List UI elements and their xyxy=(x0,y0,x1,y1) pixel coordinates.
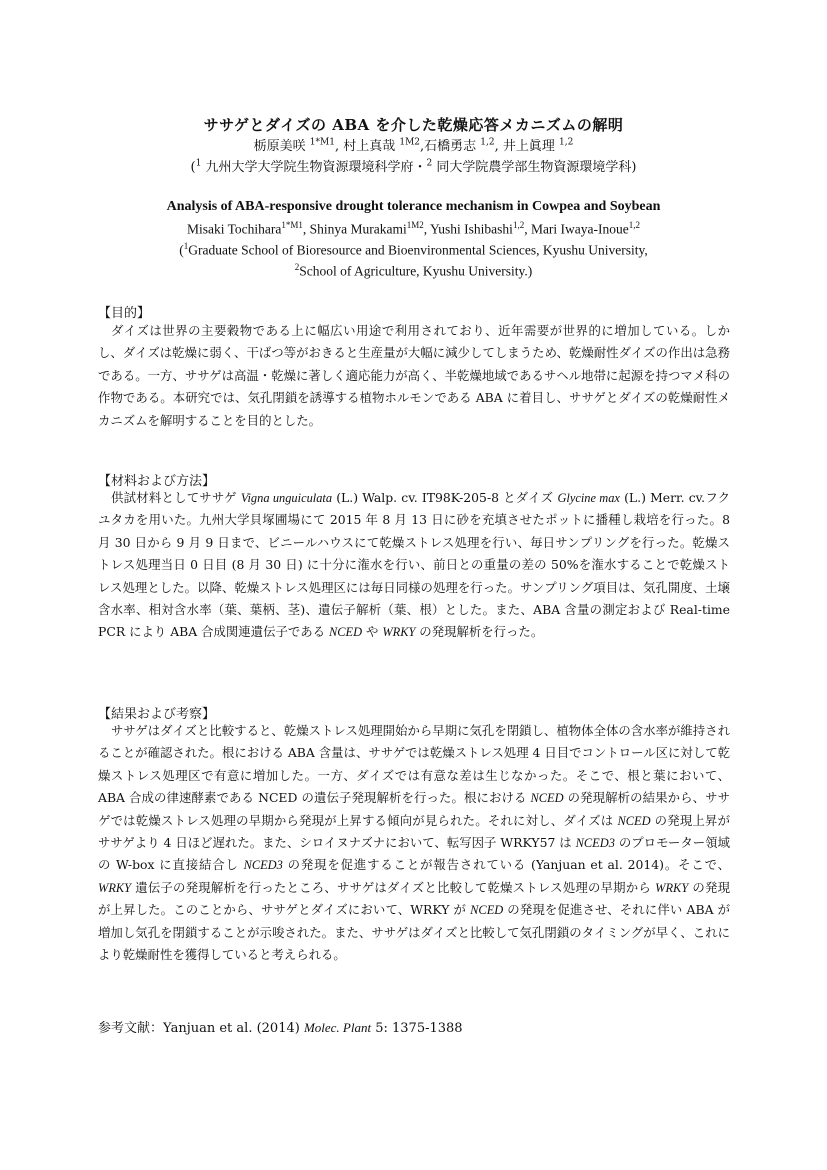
author-superscript: 1,2 xyxy=(559,137,574,148)
affil-text: ( xyxy=(190,160,196,175)
japanese-authors xyxy=(0,135,827,154)
results-paragraph xyxy=(98,720,730,966)
author-text: ,石橋勇志 xyxy=(420,139,481,154)
section-heading-methods: 【材料および方法】 xyxy=(98,474,216,489)
gene-name: WRKY xyxy=(98,880,132,895)
author-superscript: 1*M1 xyxy=(281,220,303,230)
affil-text: 九州大学大学院生物資源環境科学府・ xyxy=(201,160,427,175)
results-text: の発現が上昇した。このことから、ササゲとダイズにおいて、WRKY が xyxy=(98,879,730,918)
methods-paragraph xyxy=(98,487,730,644)
results-text: の発現を促進させ、それに伴い ABA が増加し気孔を閉鎖することが示唆された。また、ササゲはダイズと比較して気孔閉鎖のタイミングが早く、これにより乾燥耐性を獲得していると考えられる。 xyxy=(98,902,730,963)
results-text: のプロモーター領域の W-box に直接結合し xyxy=(98,835,730,873)
results-text: の発現上昇がササゲより 4 日ほど遅れた。また、シロイヌナズナにおいて、転写因子 WRKY57 は xyxy=(98,812,730,851)
results-text: の発現を促進することが報告されている (Yanjuan et al. 2014)。そこで、 xyxy=(282,857,730,873)
english-affiliation-line-1 xyxy=(0,241,827,259)
affil-superscript: 1 xyxy=(183,241,189,251)
affil-superscript: 1 xyxy=(195,158,202,169)
purpose-paragraph: ダイズは世界の主要穀物である上に幅広い用途で利用されており、近年需要が世界的に増加している。しかし、ダイズは乾燥に弱く、干ばつ等がおきると生産量が大幅に減少してしまうため、乾燥耐性ダイズの作出は急務である。一方、ササゲは高温・乾燥に著しく適応能力が高く、半乾燥地域であるサヘル地帯に起源を持つマメ科の作物である。本研究では、気孔閉鎖を誘導する植物ホルモンである ABA に着目し、ササゲとダイズの乾燥耐性メカニズムを解明することを目的とした。 xyxy=(98,323,730,428)
journal-name: Molec. Plant xyxy=(303,1020,372,1035)
gene-name: NCED3 xyxy=(575,836,615,851)
affil-text: ( xyxy=(179,242,184,258)
author-text: , 村上真哉 xyxy=(334,139,400,154)
gene-name: NCED xyxy=(530,791,564,806)
results-text: ササゲはダイズと比較すると、乾燥ストレス処理開始から早期に気孔を閉鎖し、植物体全体の含水率が維持されることが確認された。根における ABA 含量は、ササゲでは乾燥ストレス処理 4 日目でコントロール区に対して乾燥ストレス処理区で有意に増加した。一方、ダイズでは有意な差は生じなかった。そこで、根と葉において、ABA 合成の律速酵素である NCED の遺伝子発現解析を行った。根における xyxy=(98,723,730,806)
english-authors xyxy=(0,220,827,238)
reference-text: 5: 1375-1388 xyxy=(371,1021,463,1036)
author-superscript: 1M2 xyxy=(406,220,424,230)
affil-text: Graduate School of Bioresource and Bioenvironmental Sciences, Kyushu University, xyxy=(188,242,648,258)
author-superscript: 1,2 xyxy=(628,220,641,230)
results-text: の発現解析の結果から、ササゲでは乾燥ストレス処理の早期から発現が上昇する傾向が見られた。それに対し、ダイズは xyxy=(98,790,730,828)
author-superscript: 1,2 xyxy=(512,220,525,230)
author-text: Misaki Tochihara xyxy=(186,221,282,237)
methods-text: 供試材料としてササゲ xyxy=(111,490,241,505)
english-title: Analysis of ABA-responsive drought tolerance mechanism in Cowpea and Soybean xyxy=(166,199,661,214)
gene-name: NCED xyxy=(470,903,504,918)
results-text: 遺伝子の発現解析を行ったところ、ササゲはダイズと比較して乾燥ストレス処理の早期から xyxy=(131,879,656,895)
section-heading-purpose: 【目的】 xyxy=(98,306,151,321)
affil-superscript: 2 xyxy=(426,158,433,169)
gene-name: WRKY xyxy=(655,880,689,895)
methods-text: (L.) Walp. cv. IT98K-205-8 とダイズ xyxy=(332,490,558,505)
species-name: Glycine max xyxy=(557,491,620,505)
author-superscript: 1M2 xyxy=(399,137,421,148)
author-superscript: 1*M1 xyxy=(309,137,335,148)
section-heading-results: 【結果および考察】 xyxy=(98,707,216,722)
gene-name: NCED xyxy=(328,625,363,640)
reference-line xyxy=(98,1017,463,1036)
author-superscript: 1,2 xyxy=(480,137,495,148)
affil-text: 同大学院農学部生物資源環境学科) xyxy=(432,160,637,175)
author-text: , Mari Iwaya-Inoue xyxy=(524,221,629,237)
gene-name: WRKY xyxy=(382,625,416,640)
author-text: , Yushi Ishibashi xyxy=(423,221,513,237)
english-affiliation-line-2 xyxy=(0,262,827,280)
affil-superscript: 2 xyxy=(294,262,300,272)
affil-text: School of Agriculture, Kyushu University.) xyxy=(299,263,533,279)
author-text: , 井上眞理 xyxy=(494,139,560,154)
gene-name: NCED xyxy=(617,813,651,828)
species-name: Vigna unguiculata xyxy=(240,491,333,505)
author-text: , Shinya Murakami xyxy=(302,221,407,237)
methods-text: や xyxy=(362,624,383,640)
japanese-title: ササゲとダイズの ABA を介した乾燥応答メカニズムの解明 xyxy=(203,116,624,134)
reference-text: 参考文献：Yanjuan et al. (2014) xyxy=(98,1021,304,1036)
gene-name: NCED3 xyxy=(243,858,283,873)
methods-text: の発現解析を行った。 xyxy=(415,624,544,640)
author-text: 栃原美咲 xyxy=(253,139,310,154)
japanese-affiliations xyxy=(0,156,827,175)
methods-text: (L.) Merr. cv.フクユタカを用いた。九州大学貝塚圃場にて 2015 年 8 月 13 日に砂を充填させたポットに播種し栽培を行った。8 月 30 日から 9 月 9 日まで、ビニールハウスにて乾燥ストレス処理を行い、毎日サンプリングを行った。乾燥ストレス処理当日 0 日目 (8 月 30 日) に十分に潅水を行い、前日との重量の差の 50%を潅水することで乾燥ストレス処理とした。以降、乾燥ストレス処理区には毎日同様の処理を行った。サンプリング項目は、気孔開度、土壌含水率、相対含水率（葉、葉柄、茎)、遺伝子解析（葉、根）とした。また、ABA 含量の測定および Real-time PCR により ABA 合成関連遺伝子である xyxy=(98,490,730,640)
